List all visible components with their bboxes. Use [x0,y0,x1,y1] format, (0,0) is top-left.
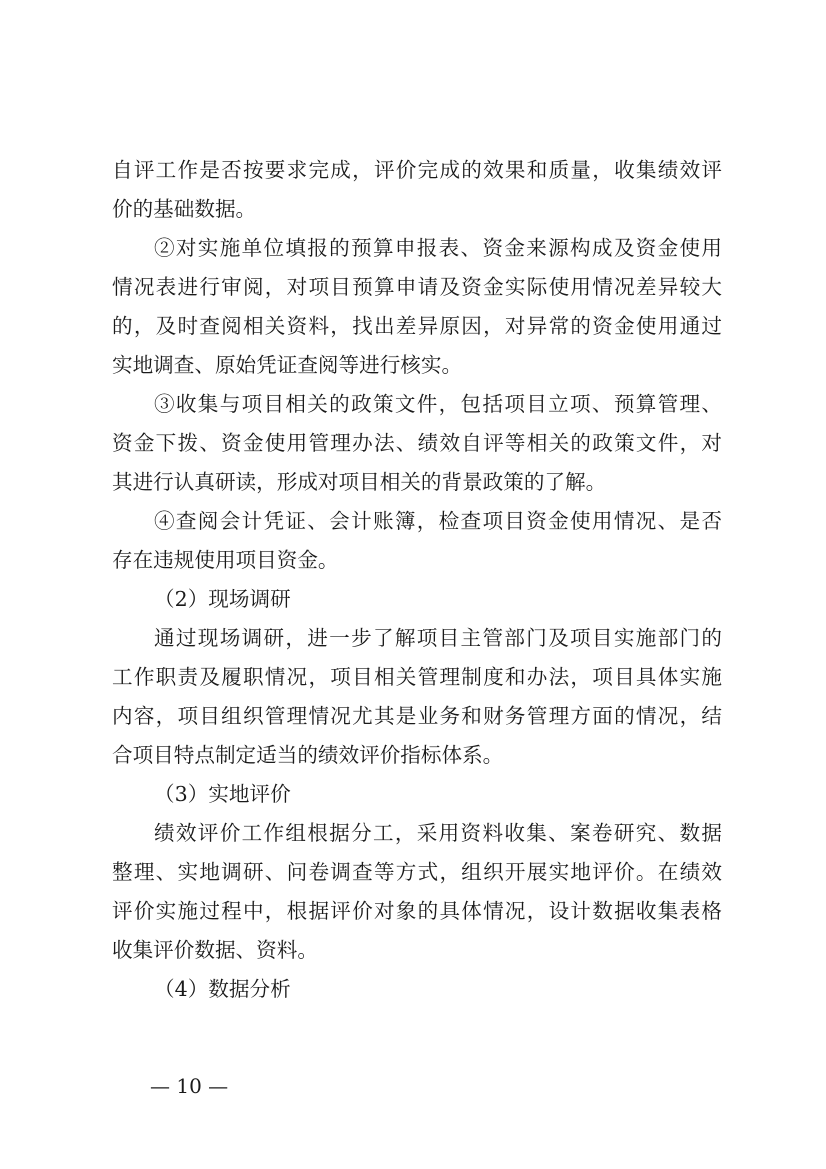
text-line: 工作职责及履职情况，项目相关管理制度和办法，项目具体实施 [112,665,722,689]
body-text [112,151,722,1009]
text-line: 整理、实地调研、问卷调查等方式，组织开展实地评价。在绩效 [112,860,722,884]
text-line: 情况表进行审阅，对项目预算申请及资金实际使用情况差异较大 [112,275,722,299]
text-line: ④查阅会计凭证、会计账簿，检查项目资金使用情况、是否 [154,509,722,533]
section-heading: （2）现场调研 [154,587,291,611]
text-line: 合项目特点制定适当的绩效评价指标体系。 [112,743,504,767]
text-line: 评价实施过程中，根据评价对象的具体情况，设计数据收集表格 [112,899,722,923]
text-line: ②对实施单位填报的预算申报表、资金来源构成及资金使用 [154,236,722,260]
text-line: 资金下拨、资金使用管理办法、绩效自评等相关的政策文件，对 [112,431,722,455]
text-line: 存在违规使用项目资金。 [112,548,339,572]
text-line: 内容，项目组织管理情况尤其是业务和财务管理方面的情况，结 [112,704,722,728]
text-line: 实地调查、原始凭证查阅等进行核实。 [112,353,463,377]
section-heading: （4）数据分析 [154,977,291,1001]
text-line: 的，及时查阅相关资料，找出差异原因，对异常的资金使用通过 [112,314,722,338]
section-heading: （3）实地评价 [154,782,291,806]
text-line: 绩效评价工作组根据分工，采用资料收集、案卷研究、数据 [154,821,722,845]
text-line: 其进行认真研读，形成对项目相关的背景政策的了解。 [112,470,607,494]
text-line: 收集评价数据、资料。 [112,938,318,962]
text-line: ③收集与项目相关的政策文件，包括项目立项、预算管理、 [154,392,722,416]
text-line: 自评工作是否按要求完成，评价完成的效果和质量，收集绩效评 [112,158,722,182]
text-line: 价的基础数据。 [112,197,257,221]
text-line: 通过现场调研，进一步了解项目主管部门及项目实施部门的 [154,626,722,650]
page-number: — 10 — [150,1074,229,1098]
